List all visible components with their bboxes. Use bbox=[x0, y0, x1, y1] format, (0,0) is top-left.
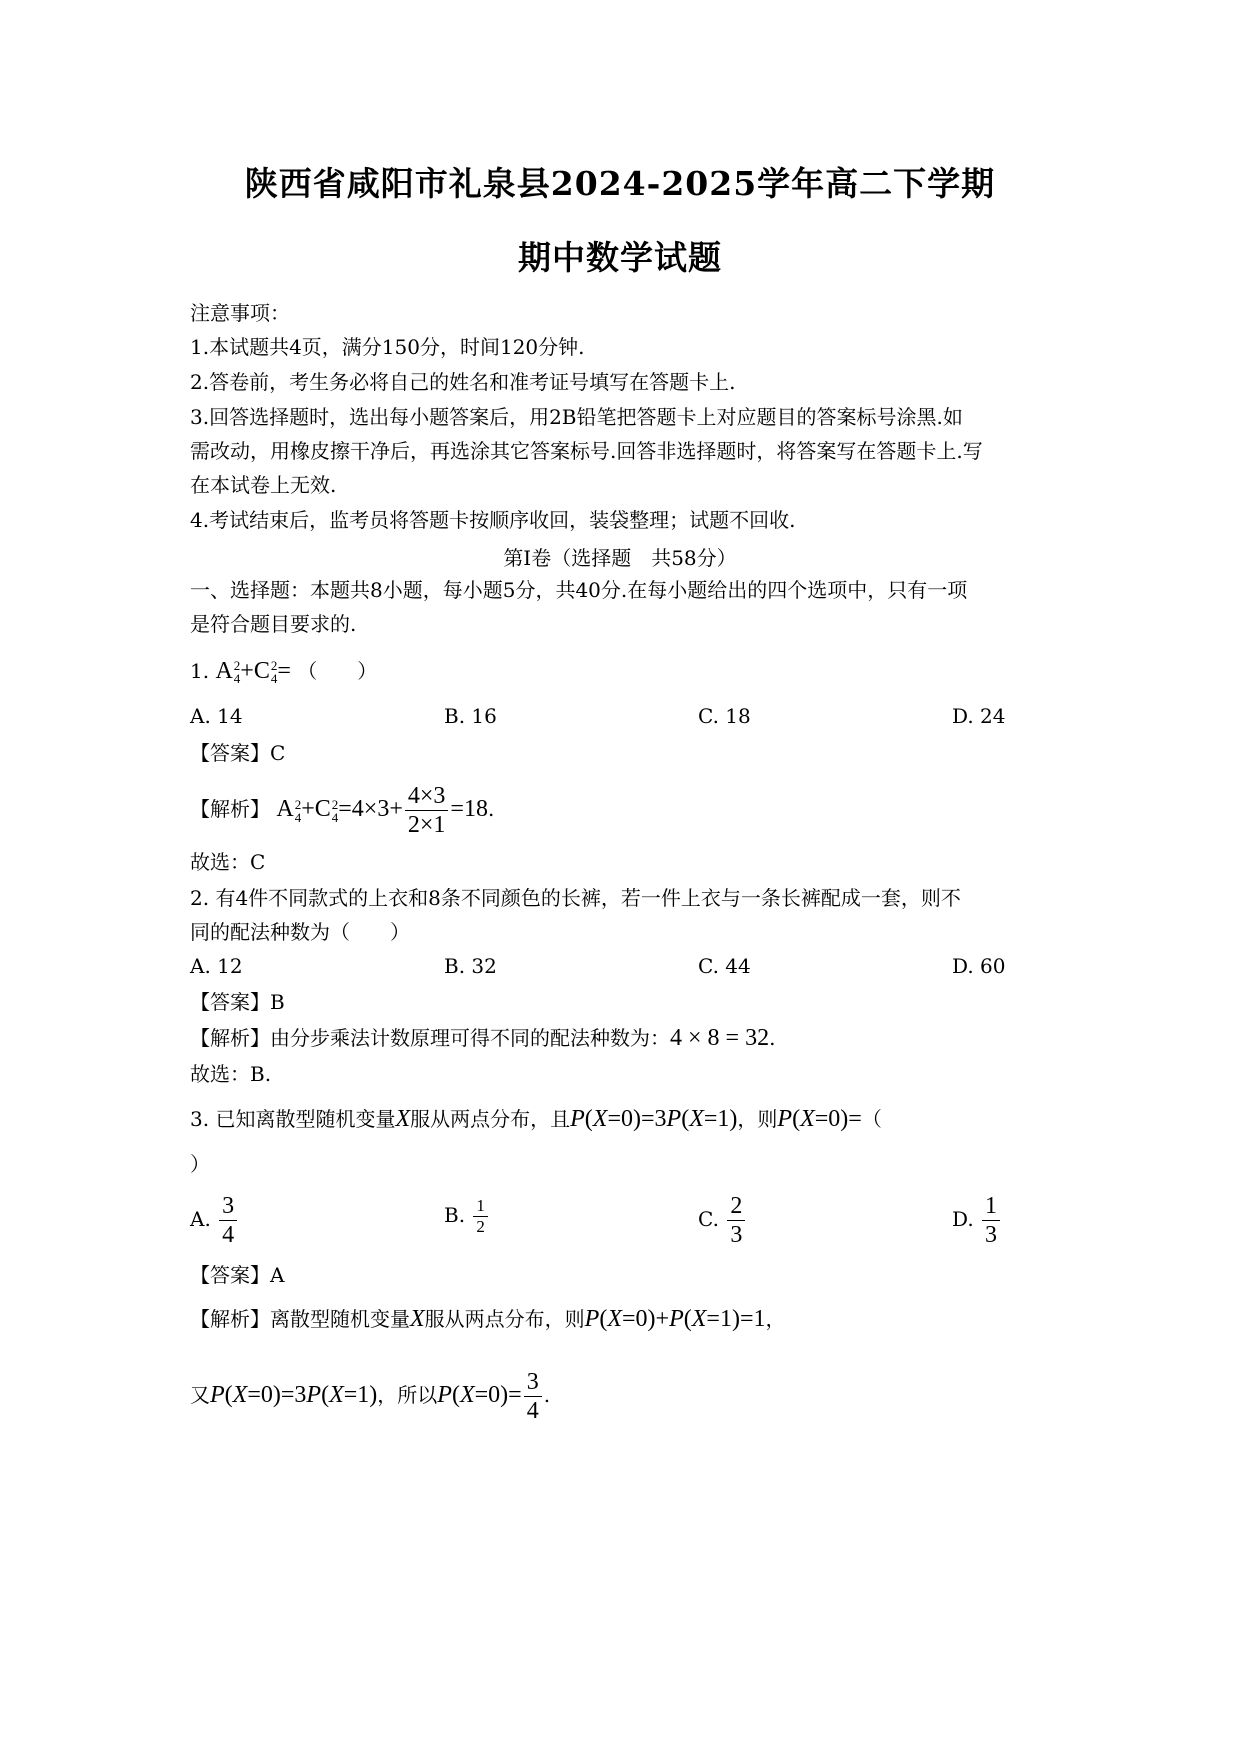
q2-option-b: B. 32 bbox=[444, 954, 497, 978]
notice-item-1: 1.本试题共4页，满分150分，时间120分钟. bbox=[190, 335, 585, 359]
q3-option-a-label: A. bbox=[190, 1207, 211, 1231]
notice-heading: 注意事项： bbox=[190, 301, 290, 325]
q3-analysis2-b: ，所以 bbox=[377, 1383, 438, 1408]
q1-option-c: C. 18 bbox=[698, 704, 751, 728]
q1-stem bbox=[190, 658, 377, 685]
notice-item-3-line3: 在本试卷上无效. bbox=[190, 473, 337, 497]
q1-analysis: 【解析】 A 2 4 +C 2 4 =4×3+ $\frac{4\times 3}{2\times 1}$ =18. bbox=[190, 783, 495, 838]
q3-analysis-label: 【解析】 bbox=[190, 1307, 270, 1331]
q1-option-a: A. 14 bbox=[190, 704, 243, 728]
q2-stem-line1: 2. 有4件不同款式的上衣和8条不同颜色的长裤，若一件上衣与一条长裤配成一套，则不 bbox=[190, 886, 961, 910]
q3-stem-c: ，则 bbox=[737, 1107, 778, 1131]
q2-answer-value: B bbox=[270, 990, 285, 1014]
q3-stem-a: 3. 已知离散型随机变量 bbox=[190, 1107, 396, 1131]
q1-option-d: D. 24 bbox=[952, 704, 1006, 728]
q3-option-b bbox=[444, 1196, 490, 1237]
q3-analysis-var-x: X bbox=[410, 1306, 425, 1332]
q2-analysis-formula: 4 × 8 = 32 bbox=[670, 1025, 770, 1051]
q1-analysis-label: 【解析】 bbox=[190, 797, 270, 822]
q3-option-c-label: C. bbox=[698, 1207, 719, 1231]
q1-answer-value: C bbox=[270, 741, 286, 765]
q2-answer bbox=[190, 989, 285, 1015]
q3-analysis-line2: 又P(X=0)=3P(X=1)，所以P(X=0)= $\frac{3}{4}$ . bbox=[190, 1369, 551, 1424]
q2-analysis: 【解析】由分步乘法计数原理可得不同的配法种数为：4 × 8 = 32. bbox=[190, 1025, 776, 1051]
q3-analysis-line1: 【解析】离散型随机变量X服从两点分布，则P(X=0)+P(X=1)=1， bbox=[190, 1306, 786, 1332]
q3-option-c bbox=[698, 1192, 747, 1249]
q3-var-x: X bbox=[395, 1106, 411, 1132]
q3-option-d-label: D. bbox=[952, 1207, 974, 1231]
notice-item-3-line2: 需改动，用橡皮擦干净后，再选涂其它答案标号.回答非选择题时，将答案写在答题卡上.写 bbox=[190, 439, 983, 463]
q1-number: 1. bbox=[190, 659, 210, 683]
q2-option-d: D. 60 bbox=[952, 954, 1006, 978]
section-title: 第I卷（选择题 共58分） bbox=[503, 546, 737, 570]
q3-analysis-b: 服从两点分布，则 bbox=[424, 1307, 585, 1331]
q3-analysis-result: P(X=0)= $\frac{3}{4}$ bbox=[437, 1382, 543, 1408]
q2-option-a: A. 12 bbox=[190, 954, 243, 978]
q3-option-a-value: $\frac{3}{4}$ bbox=[219, 1192, 237, 1249]
section-intro-line1: 一、选择题：本题共8小题，每小题5分，共40分.在每小题给出的四个选项中，只有一项 bbox=[190, 578, 968, 602]
q3-answer-label: 【答案】 bbox=[190, 1263, 270, 1287]
q3-condition-formula: P(X=0)=3P(X=1) bbox=[570, 1106, 738, 1132]
q3-answer-value: A bbox=[270, 1263, 285, 1287]
q1-option-b: B. 16 bbox=[444, 704, 497, 728]
q3-option-b-label: B. bbox=[444, 1203, 466, 1227]
q2-analysis-label: 【解析】 bbox=[190, 1026, 270, 1050]
q3-option-d bbox=[952, 1192, 1002, 1249]
q1-analysis-formula: A 2 4 +C 2 4 =4×3+ $\frac{4\times 3}{2\times 1}$ =18 bbox=[276, 783, 488, 838]
notice-item-3-line1: 3.回答选择题时，选出每小题答案后，用2B铅笔把答题卡上对应题目的答案标号涂黑.如 bbox=[190, 405, 963, 429]
q3-option-a bbox=[190, 1192, 239, 1249]
section-intro-line2: 是符合题目要求的. bbox=[190, 612, 357, 636]
notice-item-4: 4.考试结束后，监考员将答题卡按顺序收回，装袋整理；试题不回收. bbox=[190, 508, 796, 532]
q3-answer bbox=[190, 1262, 284, 1288]
q3-analysis2-a: 又 bbox=[190, 1383, 210, 1408]
q3-stem-line1 bbox=[190, 1106, 882, 1132]
q1-answer bbox=[190, 740, 285, 766]
q1-formula: A 2 4 +C 2 4 = bbox=[215, 658, 291, 687]
q1-conclusion: 故选：C bbox=[190, 850, 266, 874]
q3-stem-d: （ bbox=[861, 1107, 882, 1131]
q2-stem-line2: 同的配法种数为（ ） bbox=[190, 920, 410, 944]
q3-option-d-value: $\frac{1}{3}$ bbox=[982, 1192, 1000, 1249]
exam-title-line2: 期中数学试题 bbox=[518, 238, 722, 277]
q3-option-b-value: $\frac{1}{2}$ bbox=[473, 1196, 488, 1237]
q2-conclusion: 故选：B. bbox=[190, 1062, 272, 1086]
q3-option-c-value: $\frac{2}{3}$ bbox=[727, 1192, 745, 1249]
q3-analysis-sum-formula: P(X=0)+P(X=1)=1 bbox=[584, 1306, 766, 1332]
q1-answer-label: 【答案】 bbox=[190, 741, 270, 765]
exam-title-line1: 陕西省咸阳市礼泉县2024-2025学年高二下学期 bbox=[244, 164, 996, 203]
notice-item-2: 2.答卷前，考生务必将自己的姓名和准考证号填写在答题卡上. bbox=[190, 370, 736, 394]
q2-analysis-text: 由分步乘法计数原理可得不同的配法种数为： bbox=[270, 1026, 670, 1050]
q3-stem-b: 服从两点分布，且 bbox=[410, 1107, 571, 1131]
q2-option-c: C. 44 bbox=[698, 954, 751, 978]
q3-stem-line2: ） bbox=[190, 1152, 210, 1176]
q3-analysis-condition: P(X=0)=3P(X=1) bbox=[210, 1382, 378, 1409]
q1-blank: （ ） bbox=[297, 659, 378, 683]
q3-target-formula: P(X=0)= bbox=[777, 1106, 862, 1132]
q3-analysis-a: 离散型随机变量 bbox=[270, 1307, 410, 1331]
q2-answer-label: 【答案】 bbox=[190, 990, 270, 1014]
